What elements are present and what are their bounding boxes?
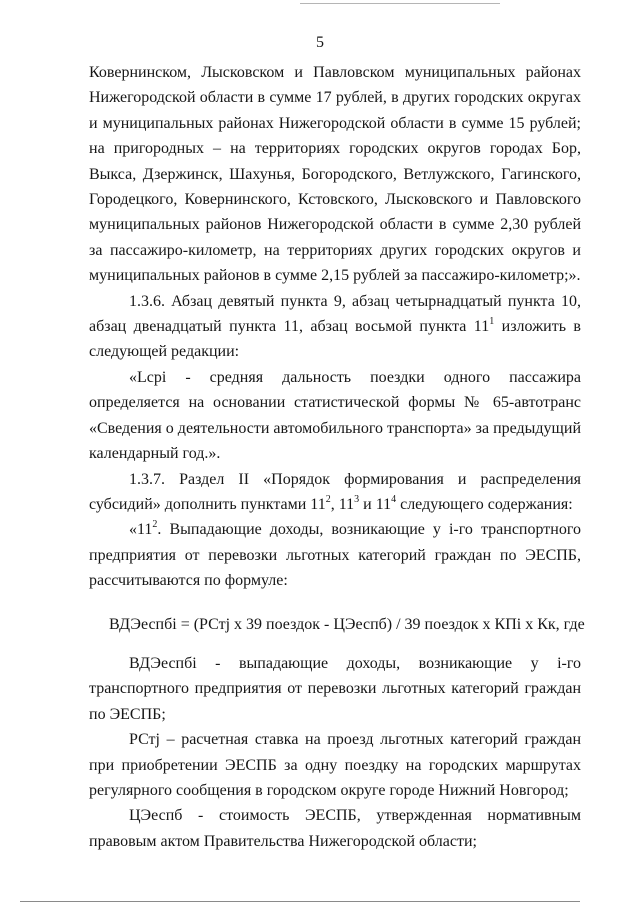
paragraph-1-3-7: [89, 467, 581, 518]
paragraph-text: следующего содержания:: [396, 495, 573, 513]
paragraph-text: изложить в следующей редакции:: [89, 318, 581, 361]
paragraph-text: «11: [129, 521, 153, 539]
paragraph-text: и 11: [359, 495, 392, 513]
superscript: 2: [152, 518, 158, 530]
definition-tseespb: ЦЭеспб - стоимость ЭЕСПБ, утвержденная нормативным правовым актом Правительства Нижегородской области;: [89, 807, 581, 850]
page-number: 5: [316, 34, 324, 51]
paragraph-11-2: [89, 517, 581, 593]
paragraph-text: . Выпадающие доходы, возникающие у i-го транспортного предприятия от перевозки льготных категорий граждан по ЭЕСПБ, рассчитываются по формуле:: [89, 521, 581, 590]
superscript: 3: [354, 493, 360, 505]
superscript: 1: [489, 315, 495, 327]
paragraph-text: 1.3.7. Раздел II «Порядок формирования и распределения субсидий» дополнить пунктами 11: [89, 470, 581, 513]
paragraph-text: 1.3.6. Абзац девятый пункта 9, абзац четырнадцатый пункта 10, абзац двенадцатый пункта 11, абзац восьмой пункта 11: [89, 292, 581, 336]
definition-vdeespbi: ВДЭеспбi - выпадающие доходы, возникающие у i-го транспортного предприятия от перевозки льготных категорий граждан по ЭЕСПБ;: [89, 654, 581, 723]
document-body: [89, 60, 585, 854]
superscript: 2: [325, 493, 331, 505]
definition-rstj: РСтj – расчетная ставка на проезд льготных категорий граждан при приобретении ЭЕСПБ за одну поездку на городских маршрутах регулярного сообщения в городском округе городе Нижний Новгород;: [89, 731, 581, 799]
scan-edge-top: [300, 3, 500, 4]
paragraph-text: , 11: [330, 495, 355, 513]
paragraph-1-3-6: [89, 289, 581, 365]
paragraph-lcpi-definition: «Lcpi - средняя дальность поездки одного пассажира определяется на основании статистической формы № 65-автотранс «Сведения о деятельности автомобильного транспорта» за предыдущий календарный год.».: [89, 368, 581, 463]
formula: ВДЭеспбi = (РСтj х 39 поездок - ЦЭеспб) / 39 поездок х КПi х Кк, где: [109, 615, 585, 633]
superscript: 4: [391, 493, 397, 505]
paragraph-continuation: Ковернинском, Лысковском и Павловском муниципальных районах Нижегородской области в сумме 17 рублей, в других городских округах и муниципальных районах Нижегородской области в сумме 15 рублей; на пригородных – на территориях городских округов городах Бор, Выкса, Дзержинск, Шахунья, Богородского, Ветлужского, Гагинского, Городецкого, Ковернинского, Кстовского, Лысковского и Павловского муниципальных районов Нижегородской области в сумме 2,30 рублей за пассажиро-километр, на территориях других городских округов и муниципальных районов в сумме 2,15 рублей за пассажиро-километр;».: [89, 64, 581, 285]
scan-edge-bottom: [20, 901, 580, 902]
